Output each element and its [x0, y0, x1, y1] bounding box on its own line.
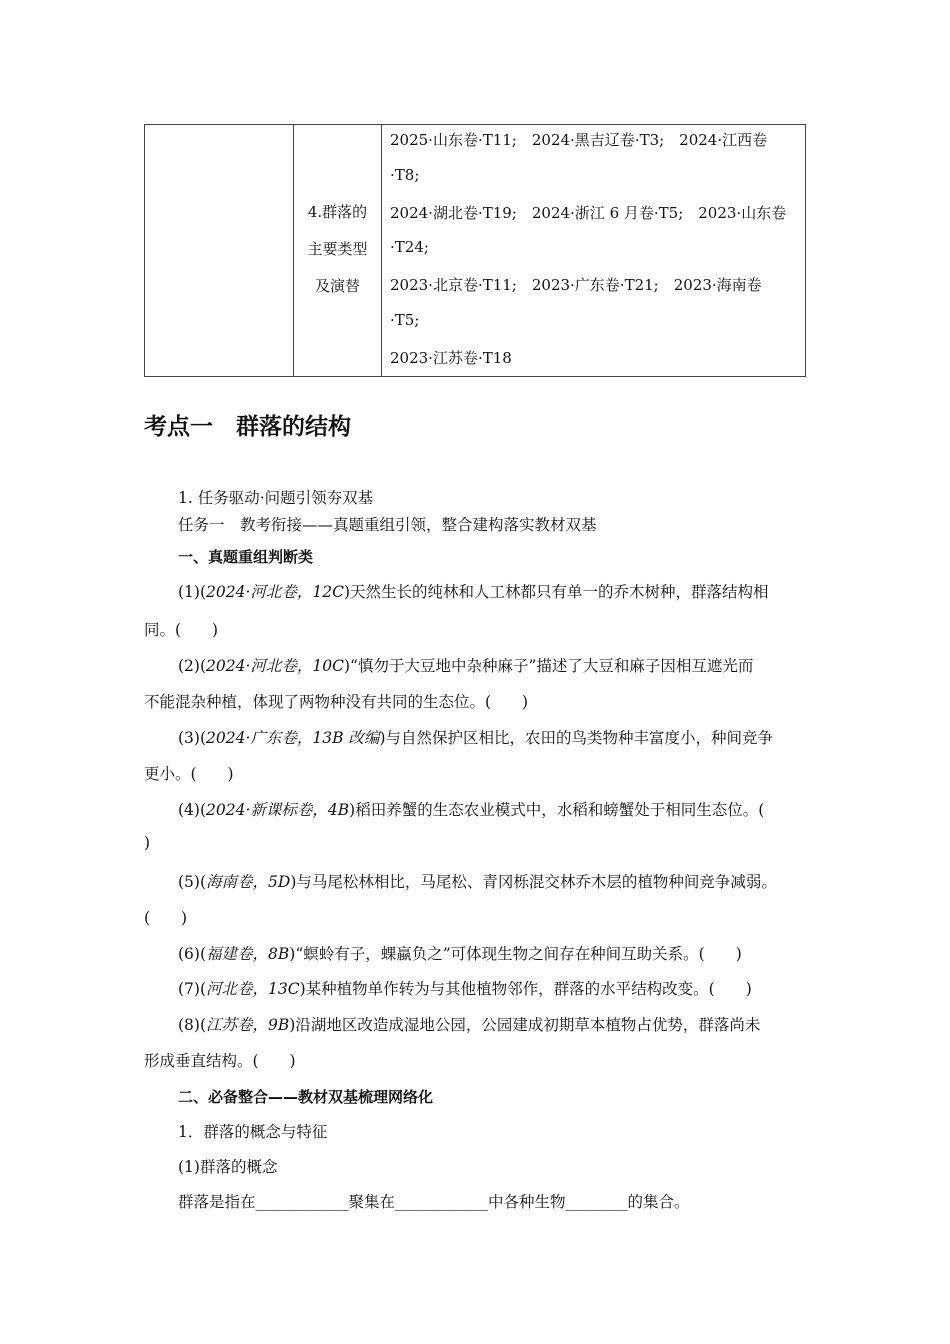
- ref-line: ·T5;: [390, 311, 420, 329]
- ref-line: 2023·江苏卷·T18: [390, 349, 512, 367]
- question-line: 形成垂直结构。( ): [144, 1052, 296, 1070]
- question-line: (1)(2024·河北卷，12C)天然生长的纯林和人工林都只有单一的乔木树种，群落结构相: [178, 583, 769, 601]
- topic-line: 及演替: [314, 277, 360, 295]
- topic-line: 4.群落的: [307, 203, 368, 221]
- question-line: (7)(河北卷，13C)某种植物单作转为与其他植物邻作，群落的水平结构改变。( ): [178, 980, 752, 998]
- question-line: ): [144, 834, 151, 852]
- question-line: (4)(2024·新课标卷，4B)稻田养蟹的生态农业模式中，水稻和螃蟹处于相同生态位。(: [178, 801, 765, 819]
- topic-line: 主要类型: [307, 240, 368, 258]
- task-one: 任务一 教考衔接——真题重组引领，整合建构落实教材双基: [178, 516, 597, 534]
- section-title: 考点一 群落的结构: [144, 414, 351, 440]
- question-line: 同。( ): [144, 621, 219, 639]
- ref-line: 2024·湖北卷·T19; 2024·浙江 6 月卷·T5; 2023·山东卷: [390, 204, 787, 222]
- table-empty-cell: [145, 125, 294, 376]
- question-line: ( ): [144, 909, 188, 927]
- ref-line: 2025·山东卷·T11; 2024·黑吉辽卷·T3; 2024·江西卷: [390, 131, 768, 149]
- question-line: (5)(海南卷，5D)与马尾松林相比，马尾松、青冈栎混交林乔木层的植物种间竞争减弱。: [178, 873, 777, 891]
- question-line: (2)(2024·河北卷，10C)“慎勿于大豆地中杂种麻子”描述了大豆和麻子因相互遮光而: [178, 657, 754, 675]
- question-line: 不能混杂种植，体现了两物种没有共同的生态位。( ): [144, 693, 529, 711]
- concept-line: 群落是指在____________聚集在____________中各种生物________的集合。: [178, 1193, 690, 1211]
- ref-line: ·T24;: [390, 238, 429, 256]
- table-refs-cell: [382, 125, 805, 376]
- reference-table: [144, 124, 806, 377]
- question-line: (3)(2024·广东卷，13B 改编)与自然保护区相比，农田的鸟类物种丰富度小，种间竞争: [178, 729, 773, 747]
- question-line: (6)(福建卷，8B)“螟蛉有子，蜾蠃负之”可体现生物之间存在种间互助关系。( ): [178, 945, 742, 963]
- task-intro: 1. 任务驱动·问题引领夯双基: [178, 489, 374, 507]
- ref-line: 2023·北京卷·T11; 2023·广东卷·T21; 2023·海南卷: [390, 276, 762, 294]
- ref-line: ·T8;: [390, 166, 420, 184]
- table-topic-cell: [294, 125, 382, 376]
- part-one-heading: 一、真题重组判断类: [178, 548, 314, 566]
- part-two-heading: 二、必备整合——教材双基梳理网络化: [178, 1088, 434, 1106]
- question-line: 更小。( ): [144, 765, 234, 783]
- question-line: (8)(江苏卷，9B)沿湖地区改造成湿地公园，公园建成初期草本植物占优势，群落尚未: [178, 1016, 761, 1034]
- sub-one: (1)群落的概念: [178, 1158, 278, 1176]
- point-one: 1．群落的概念与特征: [178, 1123, 328, 1141]
